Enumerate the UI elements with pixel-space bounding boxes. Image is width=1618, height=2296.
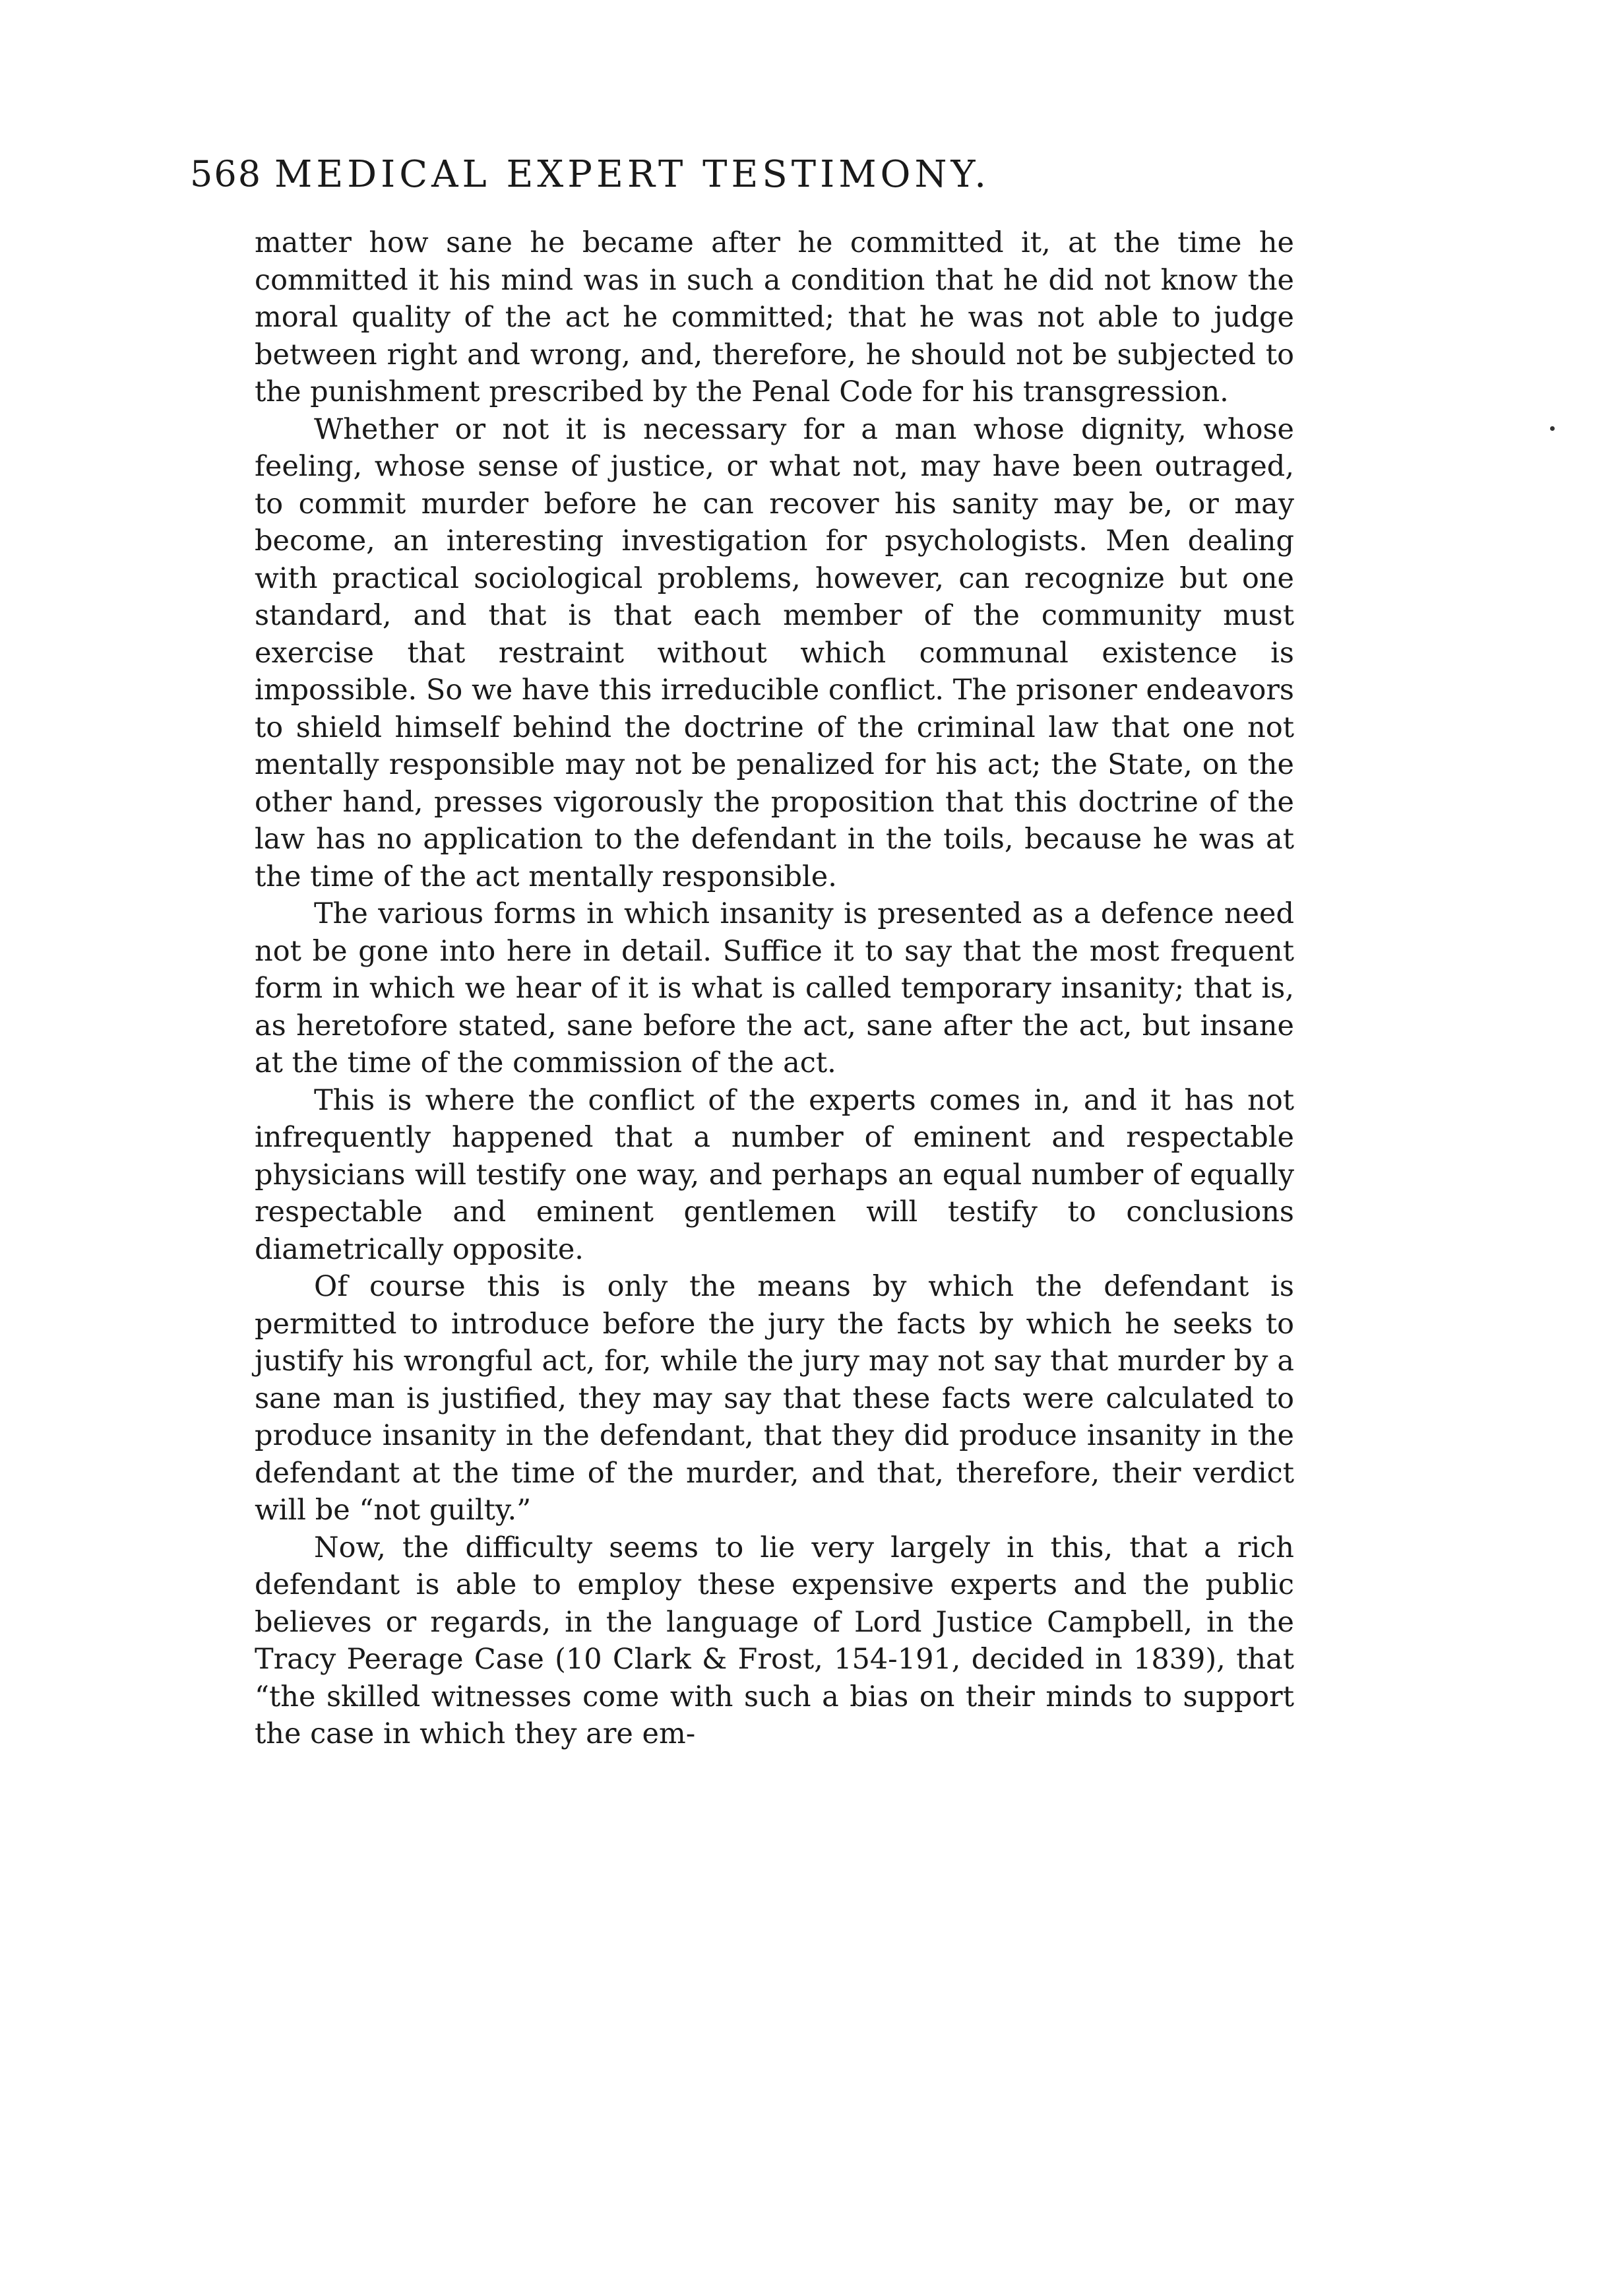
paragraph: Of course this is only the means by which the defendant is permitted to introduce before the jury the facts by which he seeks to justify his wrongful act, for, while the jury may not say that murder by a sane man is justified, they may say that these facts were calculated to produce insanity in the defendant, that they did produce insanity in the defendant at the time of the murder, and that, therefore, their verdict will be “not guilty.” — [255, 1270, 1294, 1527]
running-title: MEDICAL EXPERT TESTIMONY. — [274, 153, 991, 196]
paragraph: Now, the difficulty seems to lie very largely in this, that a rich defendant is able to employ these expensive experts and the public believes or regards, in the language of Lord Justice Campbell, in the Tracy Peerage Case (10 Clark & Frost, 154-191, decided in 1839), that “the skilled witnesses come with such a bias on their minds to support the case in which they are em- — [255, 1531, 1294, 1750]
scan-speck — [1550, 426, 1555, 431]
paragraph-continued: matter how sane he became after he committed it, at the time he committed it his mind was in such a condition that he did not know the moral quality of the act he committed; that he was not able to judge between right and wrong, and, therefore, he should not be subjected to the punishment prescribed by the Penal Code for his transgression. — [255, 226, 1294, 408]
paragraph: This is where the conflict of the experts comes in, and it has not infrequently happened that a number of eminent and respectable physicians will testify one way, and perhaps an equal number of equally respectable and eminent gentlemen will testify to conclusions diametrically opposite. — [255, 1083, 1294, 1266]
page-number: 568 — [190, 153, 263, 195]
page-header — [190, 153, 1285, 212]
paragraph: Whether or not it is necessary for a man whose dignity, whose feeling, whose sense of justice, or what not, may have been outraged, to commit murder before he can recover his sanity may be, or may become, an interesting investigation for psychologists. Men dealing with practical sociological problems, however, can recognize but one standard, and that is that each member of the community must exercise that restraint without which communal existence is impossible. So we have this irreducible conflict. The prisoner endeavors to shield himself behind the doctrine of the criminal law that one not mentally responsible may not be penalized for his act; the State, on the other hand, presses vigorously the proposition that this doctrine of the law has no application to the defendant in the toils, because he was at the time of the act mentally responsible. — [255, 412, 1294, 893]
paragraph: The various forms in which insanity is presented as a defence need not be gone into here in detail. Suffice it to say that the most frequent form in which we hear of it is what is called temporary insanity; that is, as heretofore stated, sane before the act, sane after the act, but insane at the time of the commission of the act. — [255, 897, 1294, 1079]
body-text — [255, 224, 1294, 1753]
